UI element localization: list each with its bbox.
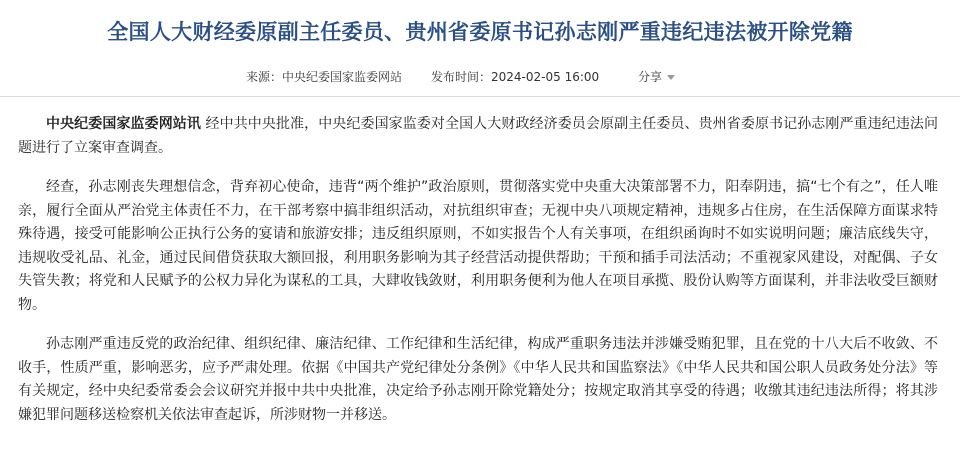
lead-bold-text: 中央纪委国家监委网站讯 — [46, 116, 201, 132]
caret-down-icon — [667, 75, 675, 80]
article-meta — [0, 68, 960, 88]
share-label: 分享 — [638, 70, 663, 84]
article-body — [18, 113, 938, 443]
paragraph-1 — [18, 113, 938, 160]
time-label: 发布时间： — [431, 70, 492, 84]
source-info — [246, 68, 402, 85]
share-button[interactable] — [638, 68, 675, 85]
paragraph-2: 经查，孙志刚丧失理想信念，背弃初心使命，违背“两个维护”政治原则，贯彻落实党中央重大决策部署不力，阳奉阴违，搞“七个有之”，任人唯亲，履行全面从严治党主体责任不力，在干部考察中搞非组织活动，对抗组织审查；无视中央八项规定精神，违规多占住房，在生活保障方面谋求特殊待遇，接受可能影响公正执行公务的宴请和旅游安排；违反组织原则，不如实报告个人有关事项，在组织函询时不如实说明问题；廉洁底线失守，违规收受礼品、礼金，通过民间借贷获取大额回报，利用职务影响为其子经营活动提供帮助；干预和插手司法活动；不重视家风建设，对配偶、子女失管失教；将党和人民赋予的公权力异化为谋私的工具，大肆收钱敛财，利用职务便利为他人在项目承揽、股份认购等方面谋利，并非法收受巨额财物。 — [18, 179, 938, 313]
paragraph-1-text: 经中共中央批准，中央纪委国家监委对全国人大财政经济委员会原副主任委员、贵州省委原书记孙志刚严重违纪违法问题进行了立案审查调查。 — [18, 116, 939, 156]
source-value: 中央纪委国家监委网站 — [282, 70, 403, 84]
divider — [0, 96, 960, 97]
article-title: 全国人大财经委原副主任委员、贵州省委原书记孙志刚严重违纪违法被开除党籍 — [107, 20, 853, 44]
paragraph-3: 孙志刚严重违反党的政治纪律、组织纪律、廉洁纪律、工作纪律和生活纪律，构成严重职务违法并涉嫌受贿犯罪，且在党的十八大后不收敛、不收手，性质严重，影响恶劣，应予严肃处理。依据《中国共产党纪律处分条例》《中华人民共和国监察法》《中华人民共和国公职人员政务处分法》等有关规定，经中央纪委常委会会议研究并报中共中央批准，决定给予孙志刚开除党籍处分；按规定取消其享受的待遇；收缴其违纪违法所得；将其涉嫌犯罪问题移送检察机关依法审查起诉，所涉财物一并移送。 — [18, 336, 938, 423]
source-label: 来源： — [246, 70, 283, 84]
publish-time — [431, 68, 599, 85]
time-value: 2024-02-05 16:00 — [491, 70, 600, 84]
